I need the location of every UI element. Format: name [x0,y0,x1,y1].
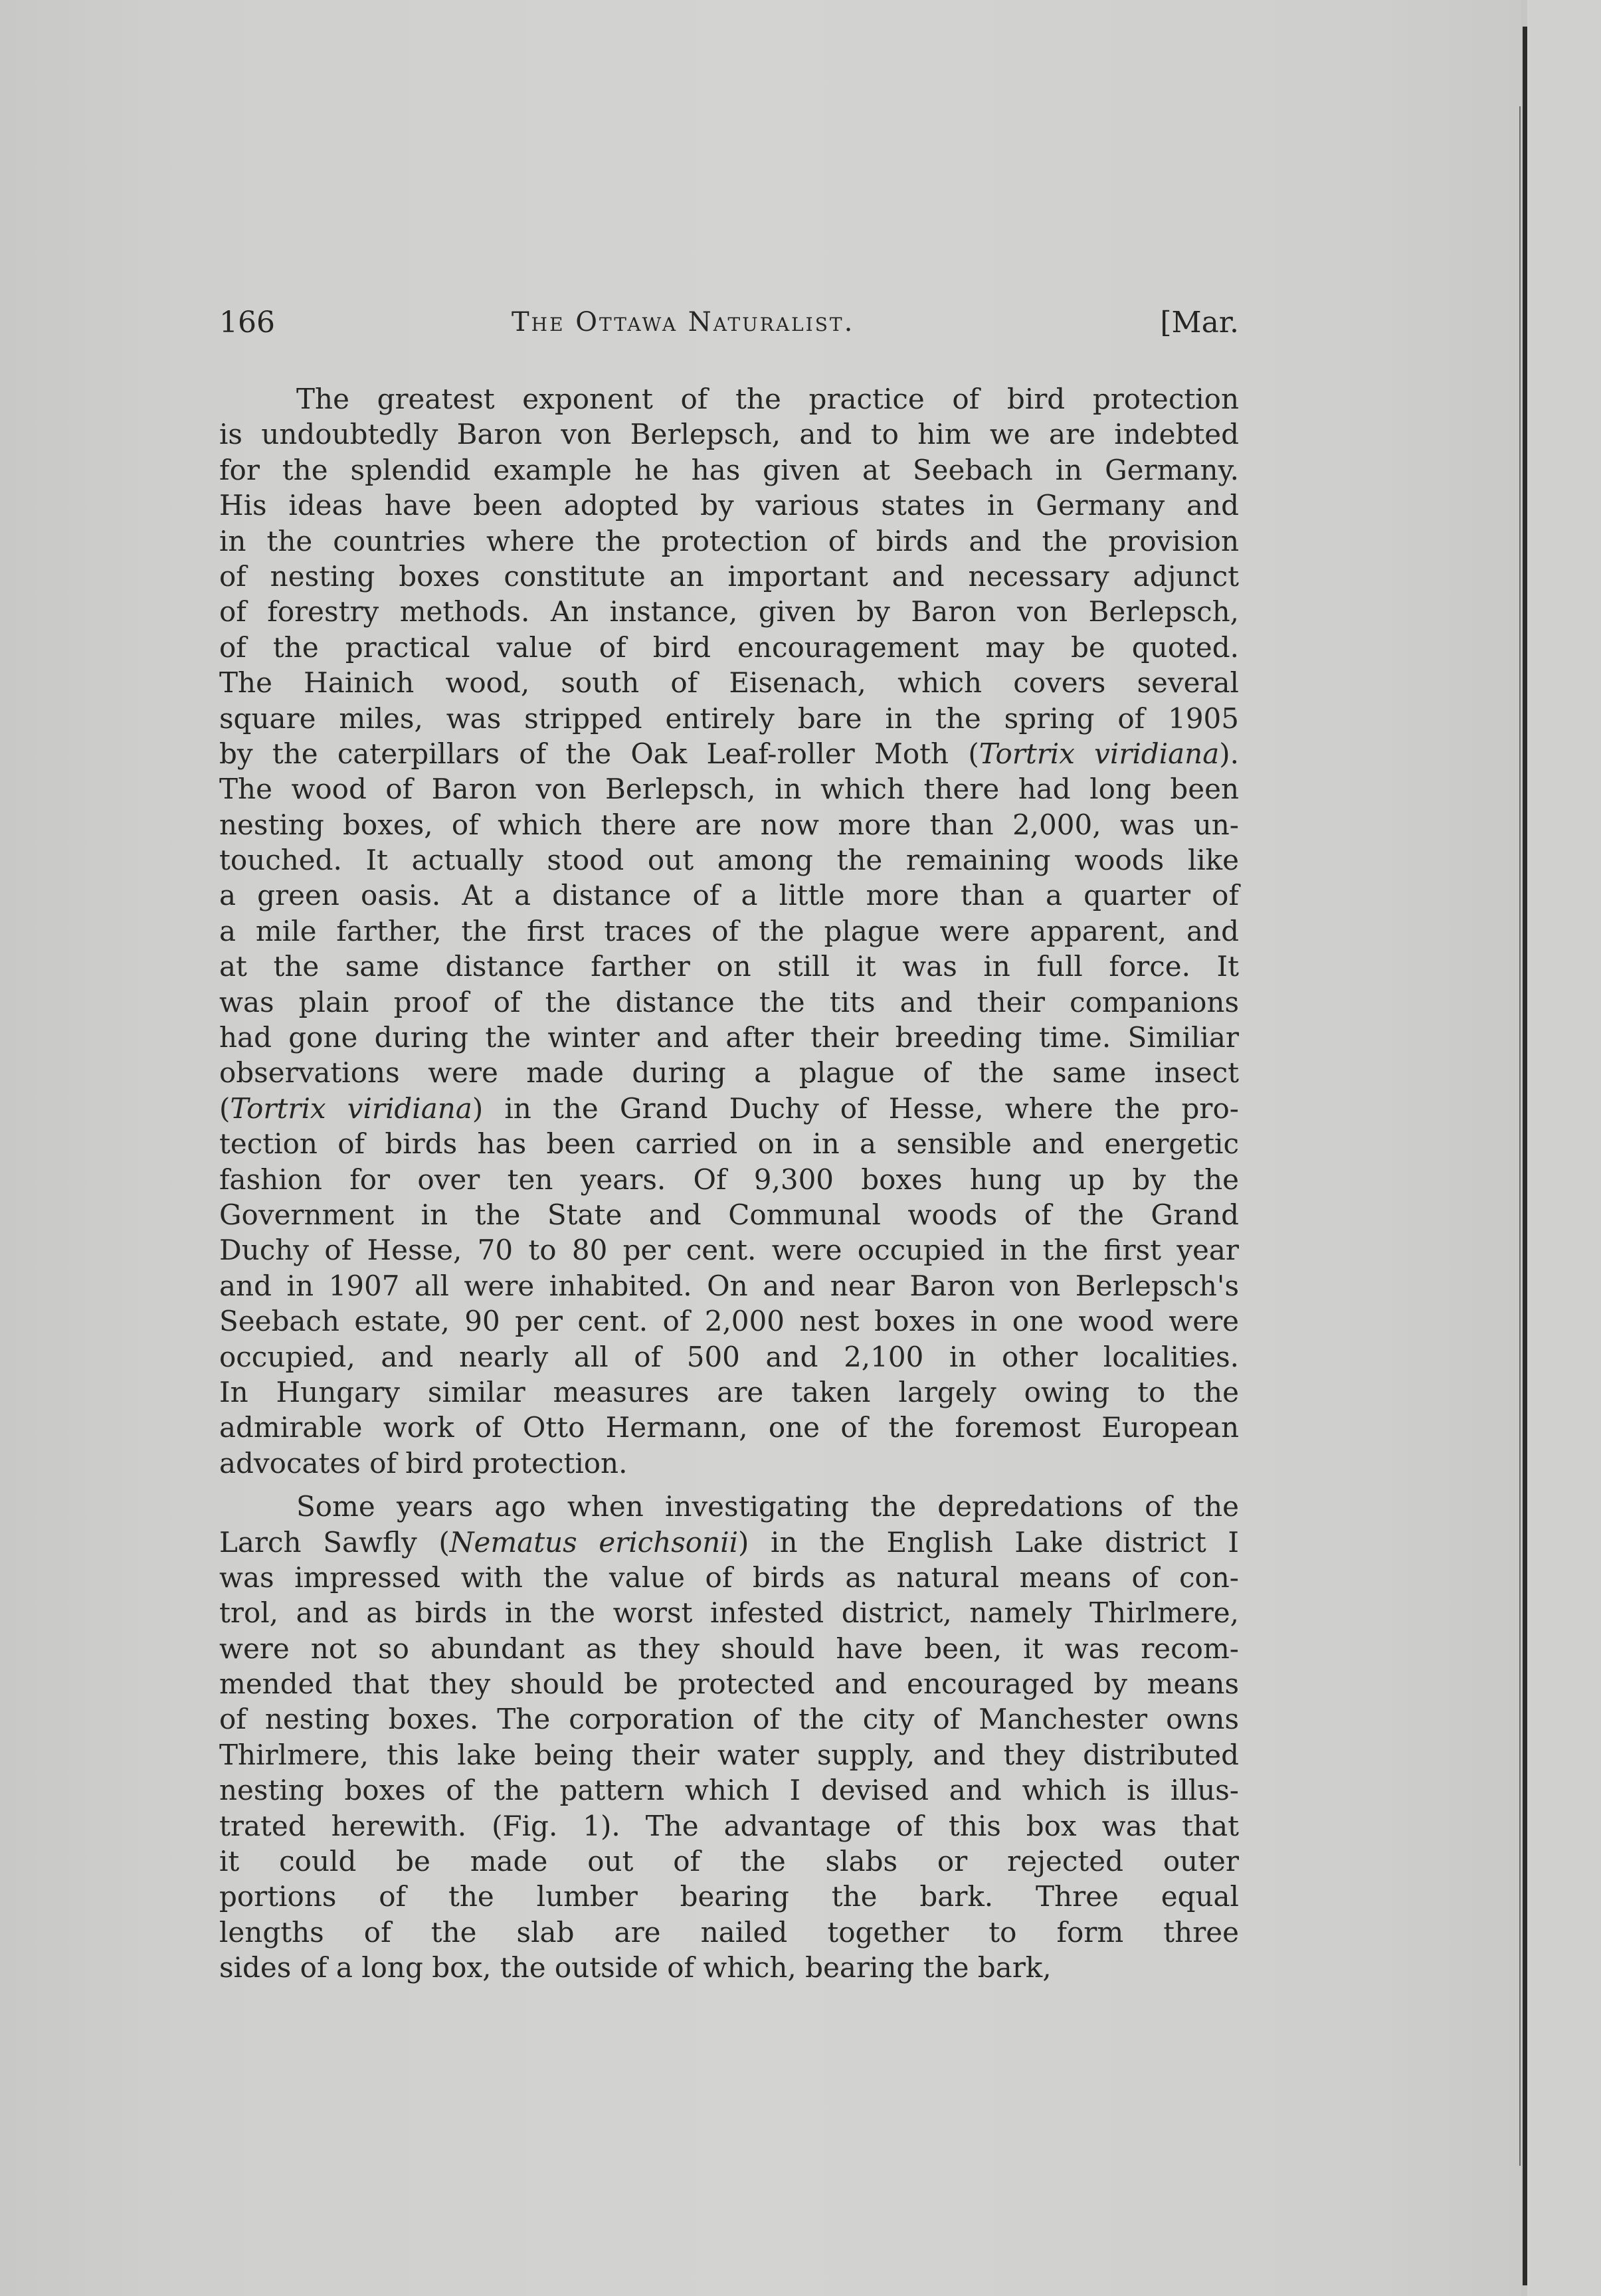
paragraph [219,381,1239,1481]
text-line: Thirlmere, this lake being their water supply, and they distributed [219,1738,1239,1771]
text-line: of the practical value of bird encouragement may be quoted. [219,630,1239,664]
text-line: admirable work of Otto Hermann, one of the foremost European [219,1411,1239,1444]
text-line: The greatest exponent of the practice of bird protection [296,383,1239,415]
text-line: a mile farther, the first traces of the plague were apparent, and [219,914,1239,947]
text-line: occupied, and nearly all of 500 and 2,100 in other localities. [219,1340,1239,1373]
text-line: nesting boxes, of which there are now more than 2,000, was un- [219,808,1239,841]
text-line: at the same distance farther on still it was in full force. It [219,950,1239,983]
text-line: was plain proof of the distance the tits and their companions [219,985,1239,1018]
text-line: a green oasis. At a distance of a little more than a quarter of [219,879,1239,912]
text-line: mended that they should be protected and encouraged by means [219,1668,1239,1701]
text-line: trated herewith. (Fig. 1). The advantage of this box was that [219,1809,1239,1842]
text-line: Larch Sawfly (Nematus erichsonii) in the English Lake district I [219,1525,1239,1559]
text-line: touched. It actually stood out among the remaining woods like [219,844,1239,877]
text-line: His ideas have been adopted by various states in Germany and [219,489,1239,522]
text-line: sides of a long box, the outside of which, bearing the bark, [219,1951,1052,1984]
text-line: of nesting boxes constitute an important and necessary adjunct [219,559,1239,593]
text-line: was impressed with the value of birds as natural means of con- [219,1561,1239,1594]
text-line: for the splendid example he has given at Seebach in Germany. [219,453,1239,486]
text-line: Government in the State and Communal woods of the Grand [219,1198,1239,1231]
text-line: of nesting boxes. The corporation of the city of Manchester owns [219,1703,1239,1736]
text-line: observations were made during a plague of the same insect [219,1056,1239,1090]
page-edge-shadow [1519,106,1521,2166]
text-line: by the caterpillars of the Oak Leaf-roller Moth (Tortrix viridiana). [219,737,1239,770]
text-line: trol, and as birds in the worst infested district, namely Thirlmere, [219,1596,1239,1630]
running-head [219,306,1239,345]
text-line: and in 1907 all were inhabited. On and near Baron von Berlepsch's [219,1269,1239,1302]
text-line: advocates of bird protection. [219,1446,628,1480]
binding-edge [1523,27,1527,2285]
adjacent-page-edge [1527,0,1601,2296]
text-line: The Hainich wood, south of Eisenach, which covers several [219,666,1239,700]
paragraph [219,1489,1239,1985]
italic-term: Nematus erichsonii [449,1525,739,1559]
article-body [219,381,1239,1994]
italic-term: Tortrix viridiana [979,737,1220,770]
text-line: of forestry methods. An instance, given by Baron von Berlepsch, [219,595,1239,628]
text-line: Some years ago when investigating the depredations of the [296,1490,1239,1523]
text-line: The wood of Baron von Berlepsch, in which there had long been [219,773,1239,806]
text-line: fashion for over ten years. Of 9,300 boxes hung up by the [219,1163,1239,1196]
text-line: is undoubtedly Baron von Berlepsch, and to him we are indebted [219,418,1239,451]
text-line: Seebach estate, 90 per cent. of 2,000 nest boxes in one wood were [219,1305,1239,1338]
text-line: it could be made out of the slabs or rejected outer [219,1845,1239,1878]
text-line: tection of birds has been carried on in a sensible and energetic [219,1127,1239,1161]
text-line: lengths of the slab are nailed together to form three [219,1915,1239,1949]
text-line: in the countries where the protection of birds and the provision [219,524,1239,557]
text-line: In Hungary similar measures are taken largely owing to the [219,1375,1239,1408]
text-line: nesting boxes of the pattern which I devised and which is illus- [219,1774,1239,1807]
italic-term: Tortrix viridiana [230,1092,472,1125]
text-line: Duchy of Hesse, 70 to 80 per cent. were occupied in the first year [219,1234,1239,1267]
text-line: square miles, was stripped entirely bare in the spring of 1905 [219,702,1239,735]
issue-month: [Mar. [1160,306,1239,339]
journal-title: The Ottawa Naturalist. [512,307,855,337]
text-line: were not so abundant as they should have been, it was recom- [219,1632,1239,1665]
page-number: 166 [219,306,275,339]
text-line: portions of the lumber bearing the bark. Three equal [219,1880,1239,1913]
text-line: had gone during the winter and after their breeding time. Similiar [219,1021,1239,1054]
text-line: (Tortrix viridiana) in the Grand Duchy of Hesse, where the pro- [219,1092,1239,1125]
